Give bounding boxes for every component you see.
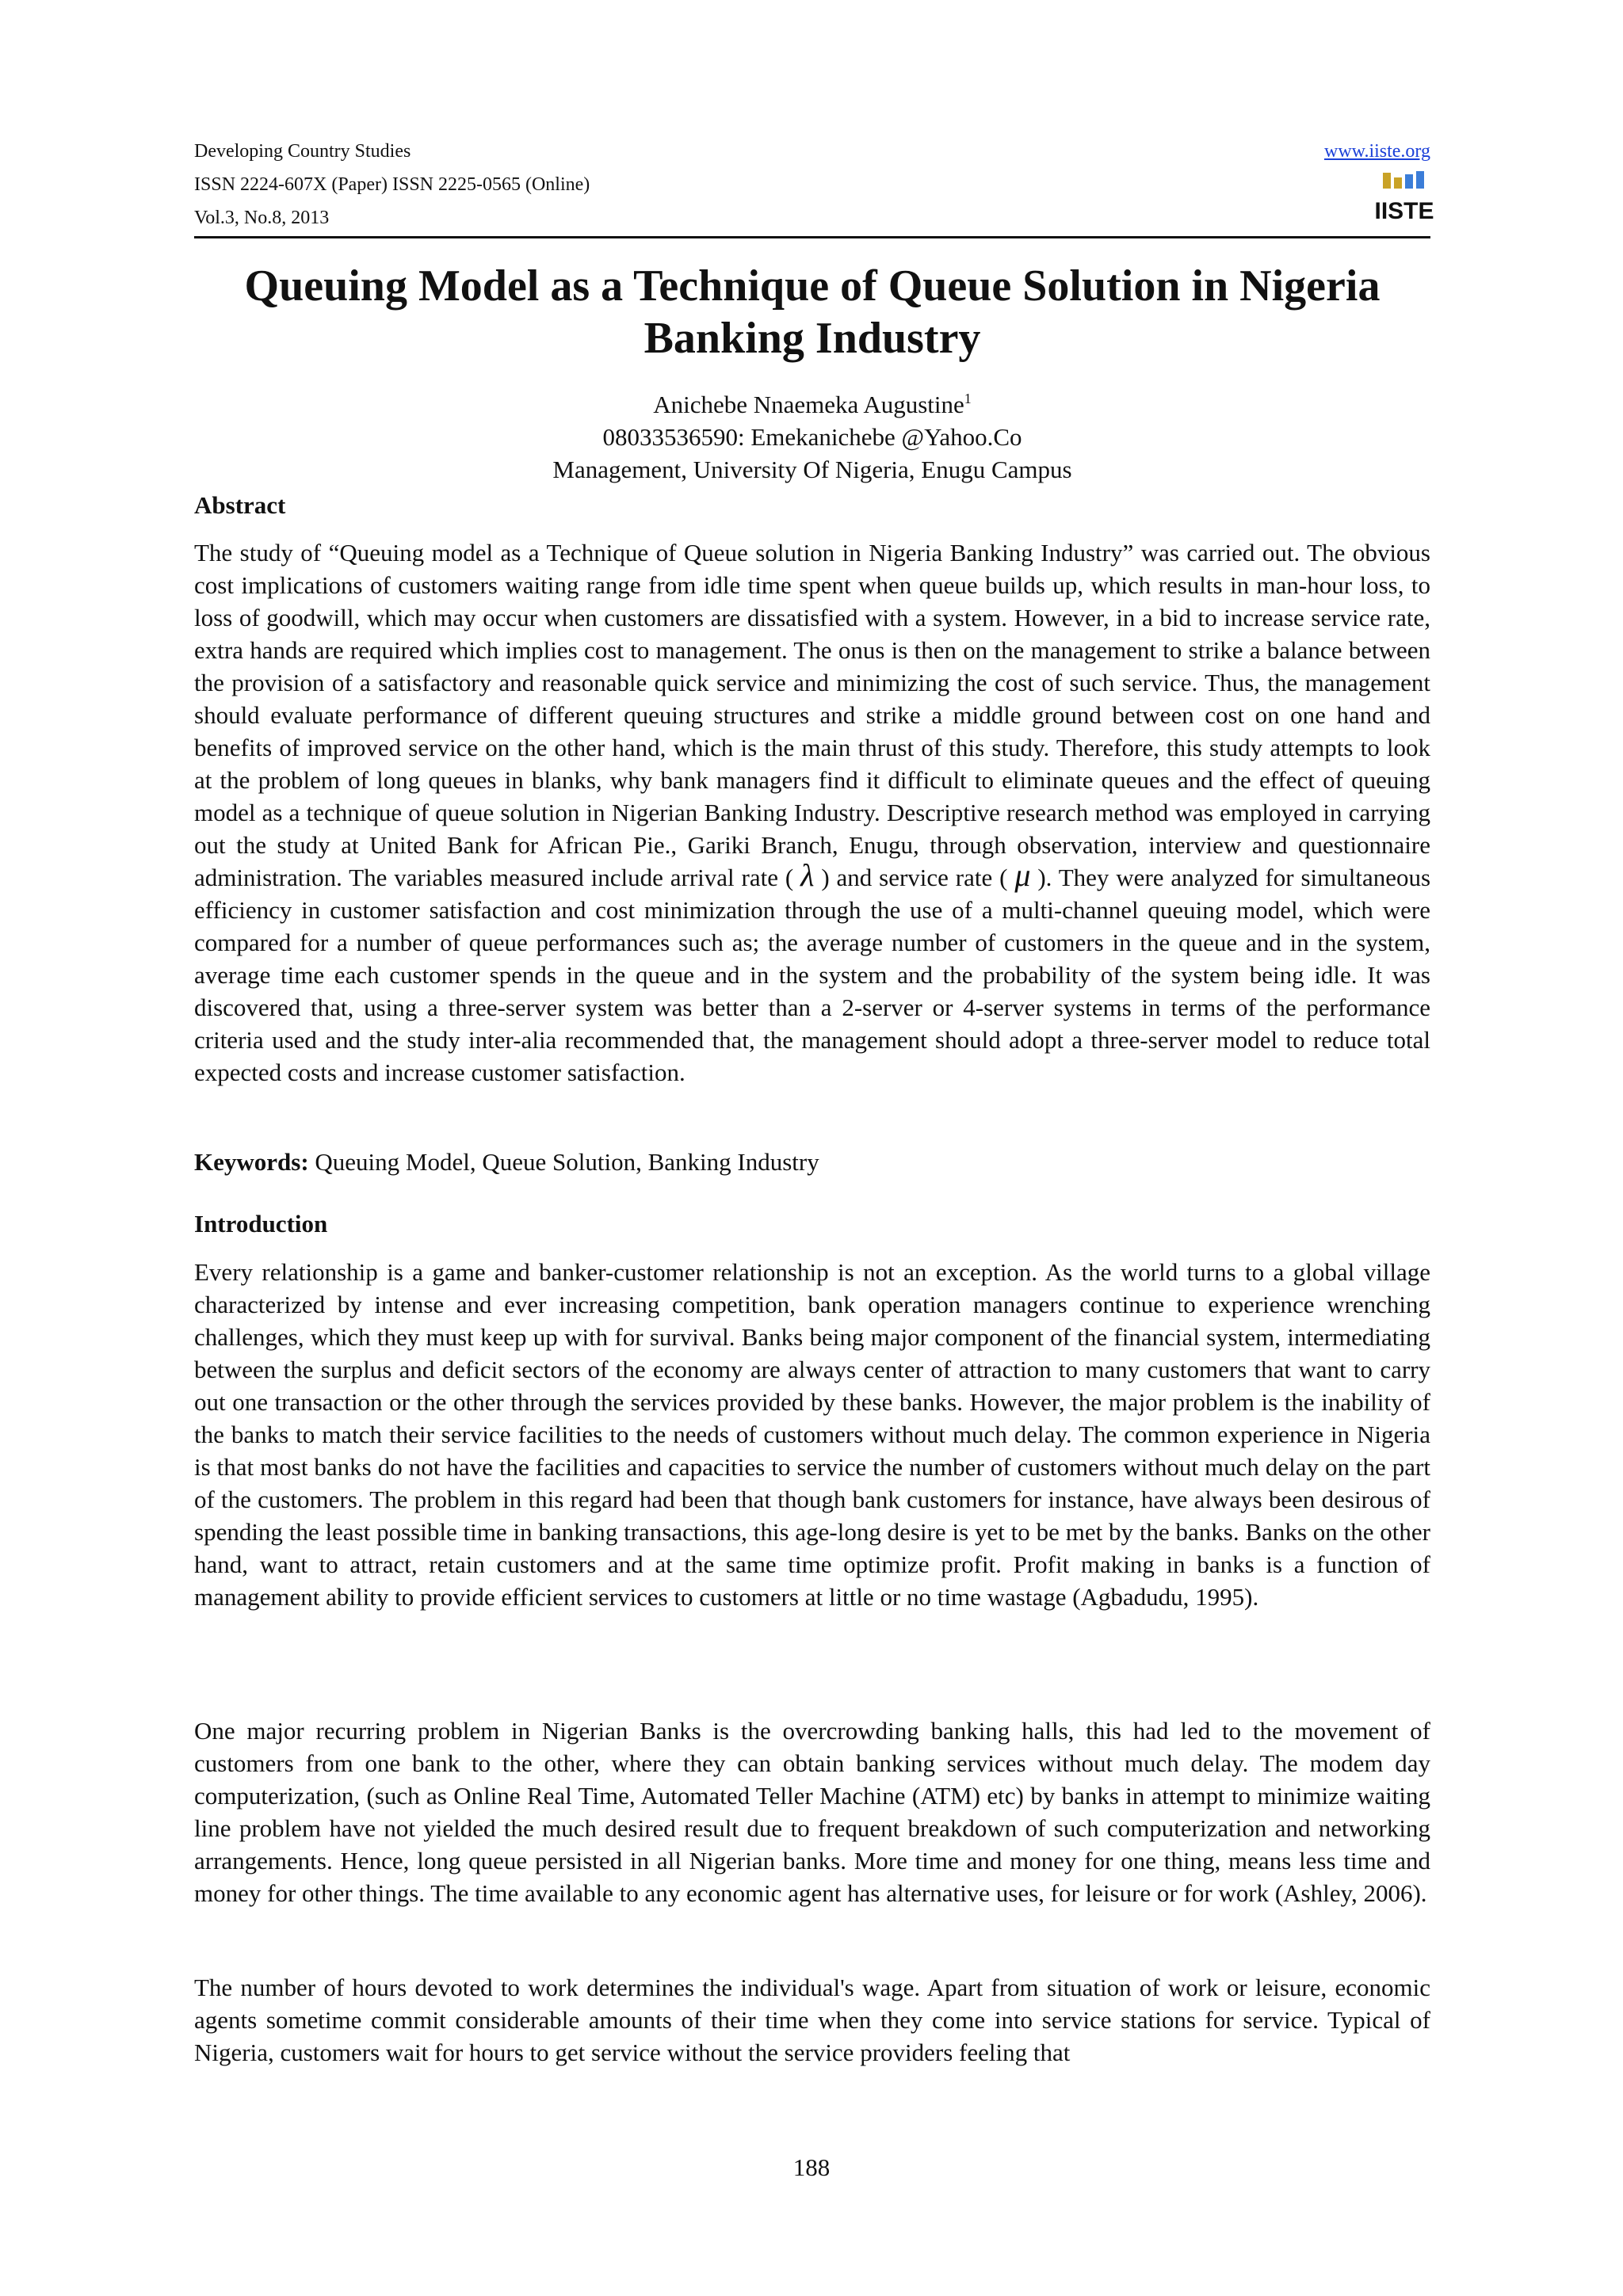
keywords [194,1146,1430,1178]
abstract-text-part1: The study of “Queuing model as a Technique of Queue solution in Nigeria Banking Industry” was carried out. The obvious cost implications of customers waiting range from idle time spent when queue builds up, which results in man-hour loss, to loss of goodwill, which may occur when customers are dissatisfied with a system. However, in a bid to increase service rate, extra hands are required which implies cost to management. The onus is then on the management to strike a balance between the provision of a satisfactory and reasonable quick service and minimizing the cost of such service. Thus, the management should evaluate performance of different queuing structures and strike a middle ground between cost on one hand and benefits of improved service on the other hand, which is the main thrust of this study. Therefore, this study attempts to look at the problem of long queues in blanks, why bank managers find it difficult to eliminate queues and the effect of queuing model as a technique of queue solution in Nigerian Banking Industry. Descriptive research method was employed in carrying out the study at United Bank for African Pie., Gariki Branch, Enugu, through observation, interview and questionnaire administration. The variables measured include arrival rate ( [194,539,1430,891]
journal-name: Developing Country Studies [194,141,411,162]
keywords-label: Keywords: [194,1148,309,1176]
keywords-text: Queuing Model, Queue Solution, Banking Industry [308,1148,819,1176]
author-affiliation-marker: 1 [964,391,972,406]
introduction-paragraph-2: One major recurring problem in Nigerian Banks is the overcrowding banking halls, this had led to the movement of customers from one bank to the other, where they can obtain banking services without much delay. The modem day computerization, (such as Online Real Time, Automated Teller Machine (ATM) etc) by banks in attempt to minimize waiting line problem have not yielded the much desired result due to frequent breakdown of such computerization and networking arrangements. Hence, long queue persisted in all Nigerian banks. More time and money for one thing, means less time and money for other things. The time available to any economic agent has alternative uses, for leisure or for work (Ashley, 2006). [194,1717,1430,1907]
author-name: Anichebe Nnaemeka Augustine [653,391,964,418]
introduction-paragraph-3: The number of hours devoted to work determines the individual's wage. Apart from situation of work or leisure, economic agents sometime commit considerable amounts of their time when they come into service stations for service. Typical of Nigeria, customers wait for hours to get service without the service providers feeling that [194,1974,1430,2066]
mu-symbol: μ [1014,857,1031,893]
journal-header [194,135,1434,238]
introduction-heading: Introduction [194,1210,328,1238]
abstract-heading: Abstract [194,491,286,519]
lambda-symbol: λ [800,857,815,893]
introduction-paragraph-1: Every relationship is a game and banker-customer relationship is not an exception. As the world turns to a global village characterized by intense and ever increasing competition, bank operation managers continue to experience wrenching challenges, which they must keep up with for survival. Banks being major component of the financial system, intermediating between the surplus and deficit sectors of the economy are always center of attraction to many customers that want to carry out one transaction or the other through the services provided by these banks. However, the major problem is the inability of the banks to match their service facilities to the needs of customers without much delay. The common experience in Nigeria is that most banks do not have the facilities and capacities to service the number of customers without much delay on the part of the customers. The problem in this regard had been that though bank customers for instance, have always been desirous of spending the least possible time in banking transactions, this age-long desire is yet to be met by the banks. Banks on the other hand, want to attract, retain customers and at the same time optimize profit. Profit making in banks is a function of management ability to provide efficient services to customers at little or no time wastage (Agbadudu, 1995). [194,1258,1430,1611]
abstract-text-part2: ) and service rate ( [821,864,1008,891]
author-name-line [194,388,1430,421]
author-affiliation: Management, University Of Nigeria, Enugu Campus [552,456,1072,483]
journal-volume: Vol.3, No.8, 2013 [194,208,330,228]
iiste-logo [1374,170,1434,227]
svg-text:IISTE: IISTE [1374,198,1434,224]
paper-title-line2: Banking Industry [643,314,981,363]
author-block [194,388,1430,486]
abstract-text-part3: ). They were analyzed for simultaneous efficiency in customer satisfaction and cost minimization through the use of a multi-channel queuing model, which were compared for a number of queue performances such as; the average number of customers in the queue and in the system, average time each customer spends in the queue and in the system and the probability of the system being idle. It was discovered that, using a three-server system was better than a 2-server or 4-server systems in terms of the performance criteria used and the study inter-alia recommended that, the management should adopt a three-server model to reduce total expected costs and increase customer satisfaction. [194,864,1431,1086]
page-number: 188 [792,2153,831,2181]
journal-issn: ISSN 2224-607X (Paper) ISSN 2225-0565 (Online) [194,174,590,195]
paper-title-line1: Queuing Model as a Technique of Queue Solution in Nigeria [244,261,1381,311]
journal-website-block [1324,135,1430,168]
journal-website-link[interactable]: www.iiste.org [1324,141,1430,162]
author-contact: 08033536590: Emekanichebe @Yahoo.Co [602,423,1022,451]
header-rule [194,236,1430,238]
journal-info [194,135,590,235]
paper-title [194,260,1430,364]
abstract-body [194,536,1430,1089]
